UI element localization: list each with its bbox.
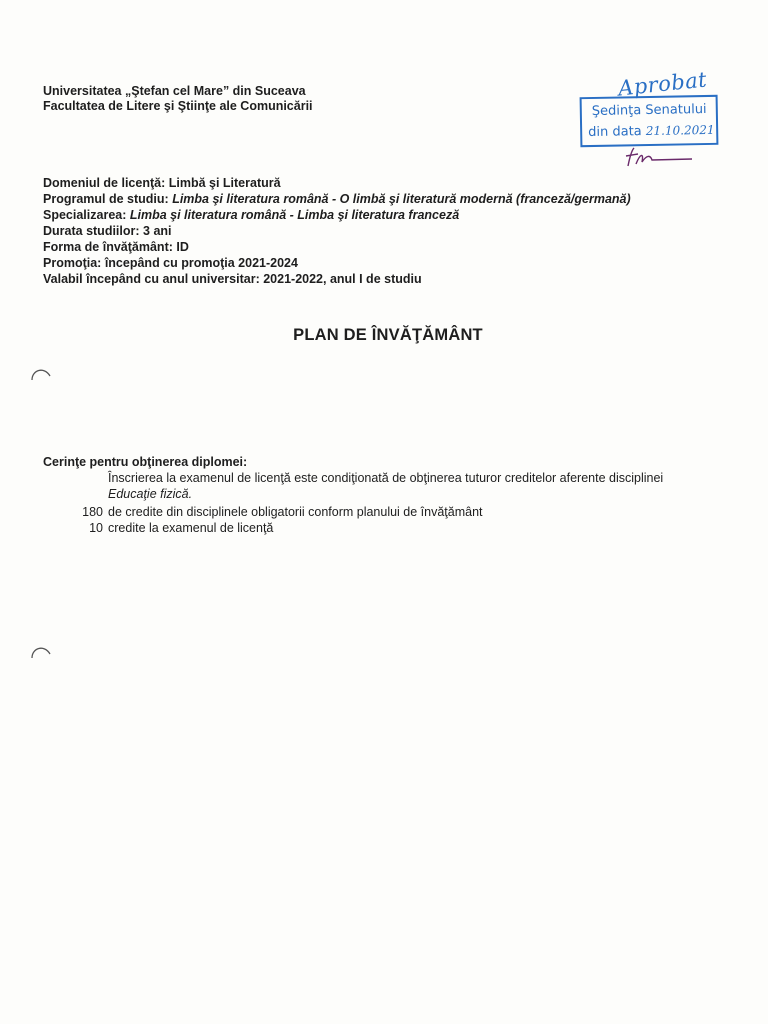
info-form [43,239,631,255]
credit-number: 10 [89,521,103,535]
credit-text: de credite din disciplinele obligatorii conform planului de învăţământ [108,505,483,519]
signature-mark [622,146,694,170]
info-program [43,191,631,207]
info-domain-value: Limbă şi Literatură [168,176,281,190]
info-duration-value: 3 ani [143,224,172,238]
info-program-label: Programul de studiu: [43,192,169,206]
credit-text: credite la examenul de licenţă [108,521,274,535]
requirements-note-discipline: Educaţie fizică. [108,487,193,501]
stamp-line-date [588,120,716,143]
stamp-date-value: 21.10.2021 [645,122,715,139]
info-specialization [43,207,631,223]
credit-number: 180 [82,505,103,519]
credit-item [43,504,483,520]
institution-header [43,84,313,114]
requirements-note-line [43,470,664,486]
punch-hole-mark [30,642,52,664]
approval-handwriting: Aprobat [616,67,709,101]
info-valid [43,271,631,287]
senate-approval-stamp [580,95,719,147]
info-duration-label: Durata studiilor: [43,224,140,238]
university-name: Universitatea „Ştefan cel Mare” din Suceava [43,84,306,98]
info-valid-label: Valabil începând cu anul universitar: [43,272,260,286]
faculty-name: Facultatea de Litere şi Ştiinţe ale Comunicării [43,99,313,113]
info-specialization-label: Specializarea: [43,208,127,222]
info-promotion-label: Promoţia: [43,256,102,270]
info-program-value: Limba şi literatura română - O limbă şi literatură modernă (franceză/germană) [172,192,631,206]
diploma-requirements [43,454,664,536]
info-duration [43,223,631,239]
info-form-label: Forma de învăţământ: [43,240,173,254]
punch-hole-mark [30,364,52,386]
requirements-heading: Cerinţe pentru obţinerea diplomei: [43,455,248,469]
program-info [43,175,631,287]
credit-item [43,520,274,536]
page-title: PLAN DE ÎNVĂŢĂMÂNT [293,326,483,344]
info-promotion-value: începând cu promoţia 2021-2024 [104,256,298,270]
info-form-value: ID [176,240,189,254]
stamp-line-senate: Şedinţa Senatului [591,101,707,119]
stamp-date-prefix: din data [588,124,646,141]
info-domain-label: Domeniul de licenţă: [43,176,166,190]
requirements-note-line [43,486,247,504]
info-specialization-value: Limba şi literatura română - Limba şi literatura franceză [129,208,460,222]
info-domain [43,175,631,191]
info-promotion [43,255,631,271]
requirements-note-text: Înscrierea la examenul de licenţă este condiţionată de obţinerea tuturor creditelor aferente disciplinei [108,471,664,485]
info-valid-value: 2021-2022, anul I de studiu [263,272,422,286]
